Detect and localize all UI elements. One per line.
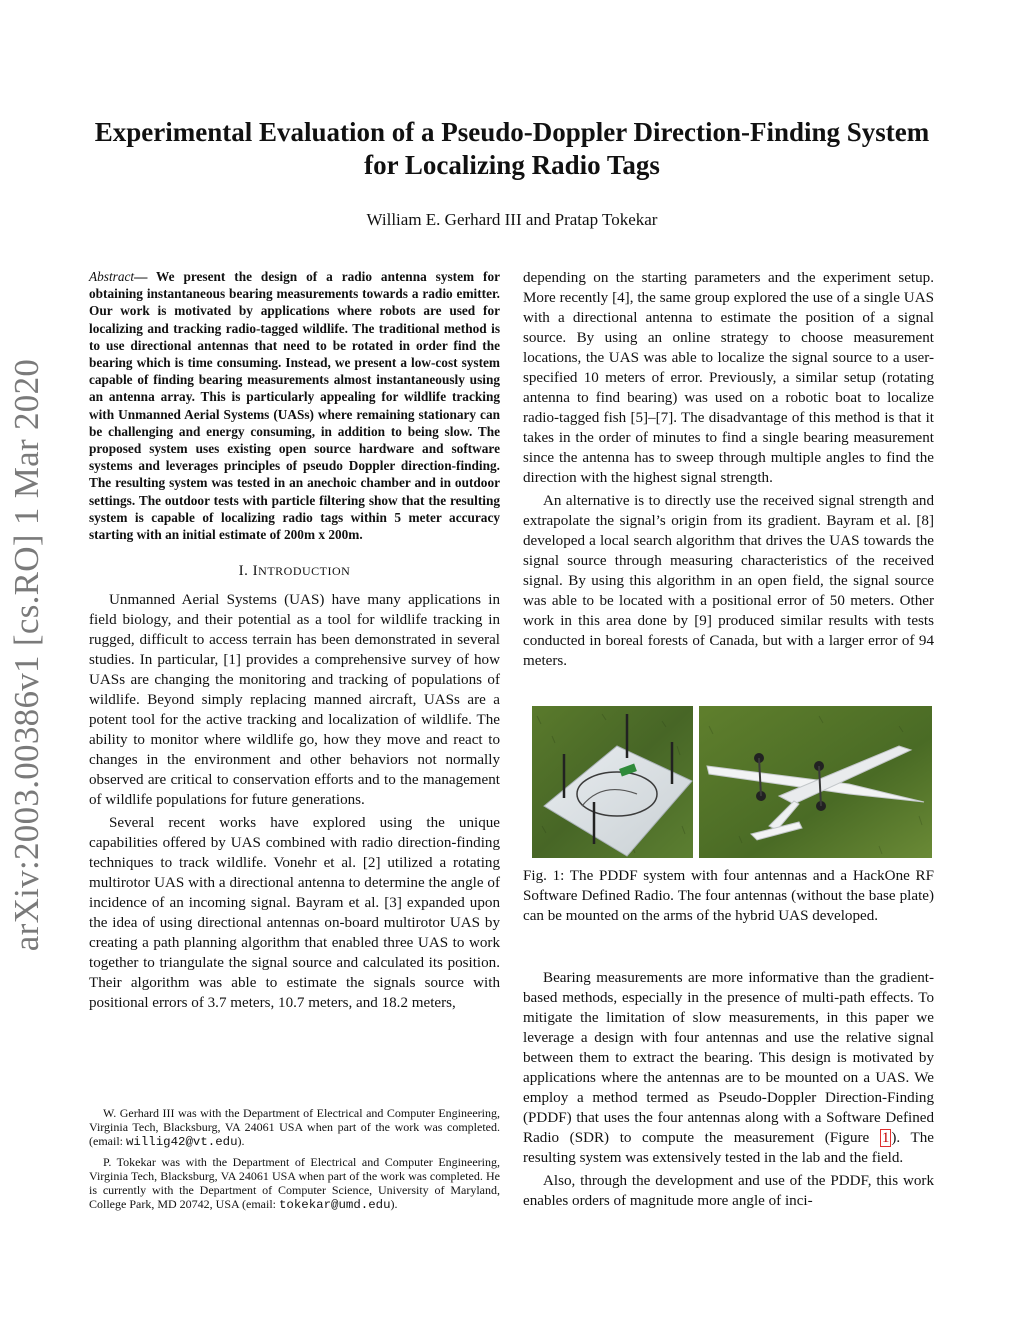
right-paragraph-3 xyxy=(523,968,934,1168)
footnote-gerhard-end: ). xyxy=(237,1134,245,1149)
left-column xyxy=(89,268,500,1013)
figure-reference-link[interactable]: 1 xyxy=(881,1130,890,1146)
pddf-antenna-photo xyxy=(532,706,693,858)
arxiv-id: arXiv:2003.00386v1 [cs.RO] 1 Mar 2020 xyxy=(7,358,47,952)
footnote-tokekar xyxy=(89,1155,500,1213)
footnote-tokekar-end: ). xyxy=(390,1197,398,1212)
intro-paragraph-2: Several recent works have explored using the unique capabilities offered by UAS combined with radio direction-finding techniques to track wildlife. Vonehr et al. [2] utilized a rotating multirotor UAS with a directional antenna to determine the angle of incidence of an incoming signal. Bayram et al. [3] expanded upon the idea of using directional antennas on-board multirotor UAS by creating a path planning algorithm that enabled three UAS to work together to triangulate the signal source and calculated its position. Their algorithm was able to estimate the signals source with positional errors of 3.7 meters, 10.7 meters, and 18.2 meters, xyxy=(89,815,500,1012)
right-paragraph-2: An alternative is to directly use the received signal strength and extrapolate the signal’s origin from its gradient. Bayram et al. [8] developed a local search algorithm that drives the UAS towards the signal source through measuring characteristics of the received signal. By using this algorithm in an open field, the signal source was able to be located with a positional error of 50 meters. Other work in this area done by [9] produced similar results with tests conducted in boreal forests of Canada, but with a larger error of 94 meters. xyxy=(523,493,934,669)
right-column xyxy=(523,268,934,671)
abstract-text: We present the design of a radio antenna system for obtaining instantaneous bearing measurements towards a radio emitter. Our work is motivated by applications where robots are used for localizing and tracking radio-tagged wildlife. The traditional method is to use directional antennas that need to be rotated in order find the bearing which is time consuming. Instead, we present a low-cost system capable of finding bearing measurements almost instantaneously using an antenna array. This is particularly appealing for wildlife tracking with Unmanned Aerial Systems (UASs) where remaining stationary can be challenging and energy consuming, in addition to being slow. The proposed system uses existing open source hardware and software systems and leverages principles of pseudo Doppler direction-finding. The resulting system was tested in an anechoic chamber and in outdoor settings. The outdoor tests with particle filtering show that the resulting system is capable of localizing radio tags within 5 meter accuracy starting with an initial estimate of 200m x 200m. xyxy=(89,269,500,543)
section-rest: NTRODUCTION xyxy=(258,564,351,579)
title-line-2: for Localizing Radio Tags xyxy=(364,150,660,180)
footnote-gerhard-email[interactable]: willig42@vt.edu xyxy=(125,1135,238,1150)
abstract-label: Abstract xyxy=(89,269,135,284)
title-line-1: Experimental Evaluation of a Pseudo-Doppler Direction-Finding System xyxy=(94,117,930,147)
section-heading-introduction xyxy=(89,563,500,580)
authors: William E. Gerhard III and Pratap Tokekar xyxy=(366,210,658,229)
abstract-dash: — xyxy=(134,269,148,284)
footnote-gerhard xyxy=(89,1106,500,1150)
footnote-tokekar-text: P. Tokekar was with the Department of Electrical and Computer Engineering, Virginia Tech, Blacksburg, VA 24061 USA when part of the work was completed. He is currently with the Department of Computer Science, University of Maryland, College Park, MD 20742, USA (email: xyxy=(89,1154,500,1212)
right-paragraph-4: Also, through the development and use of the PDDF, this work enables orders of magnitude more angle of inci- xyxy=(523,1173,934,1209)
arxiv-watermark xyxy=(2,345,52,965)
right-paragraph-1: depending on the starting parameters and the experiment setup. More recently [4], the same group explored the use of a single UAS with a directional antenna to estimate the position of a signal source. By using an online strategy to choose measurement locations, the UAS was able to localize the signal source to a user-specified 10 meters of error. Previously, a similar setup (rotating antenna to find bearing) was used on a robotic boat to localize radio-tagged fish [5]–[7]. The disadvantage of this method is that it takes in the order of minutes to find a single bearing measurement since the antenna has to sweep through multiple angles to find the direction with the highest signal strength. xyxy=(523,270,934,486)
footnotes xyxy=(89,1106,500,1217)
figure-1 xyxy=(532,706,932,858)
hybrid-uas-photo xyxy=(699,706,932,858)
footnote-tokekar-email[interactable]: tokekar@umd.edu xyxy=(278,1198,391,1213)
intro-paragraph-1: Unmanned Aerial Systems (UAS) have many applications in field biology, and their potential as a tool for wildlife tracking in rugged, difficult to access terrain has been demonstrated in several studies. In particular, [1] provides a comprehensive survey of how UASs are changing the monitoring and tracking of populations of wildlife. Beyond simply replacing manned aircraft, UASs are a potent tool for the active tracking and localization of wildlife. The ability to monitor where wildlife go, how they move and react to changes in the environment and other behaviors not normally observed are critical to conservation efforts and to the management of wildlife populations for future generations. xyxy=(89,592,500,809)
figure-1-caption: Fig. 1: The PDDF system with four antennas and a HackOne RF Software Defined Radio. The four antennas (without the base plate) can be mounted on the arms of the hybrid UAS developed. xyxy=(523,868,934,924)
abstract xyxy=(89,268,500,543)
section-first-letter: I xyxy=(252,563,259,580)
paper-title xyxy=(80,116,944,182)
right-paragraph-3-a: Bearing measurements are more informative than the gradient-based methods, especially in the presence of multi-path effects. To mitigate the limitation of slow measurements, in this paper we leverage a design with four antennas and use the relative signal between them to extract the bearing. This design is motivated by applications where the antennas are to be mounted on a UAS. We employ a method termed as Pseudo-Doppler Direction-Finding (PDDF) that uses the four antennas along with a Software Defined Radio (SDR) to compute the measurement (Figure xyxy=(523,970,934,1146)
right-column-lower xyxy=(523,968,934,1211)
section-number: I. xyxy=(238,563,253,580)
footnote-gerhard-text: W. Gerhard III was with the Department of Electrical and Computer Engineering, Virginia Tech, Blacksburg, VA 24061 USA when part of the work was completed. (email: xyxy=(89,1106,500,1149)
right-paragraph-3-b: ). The resulting system was extensively tested in the lab and the field. xyxy=(523,1130,934,1166)
